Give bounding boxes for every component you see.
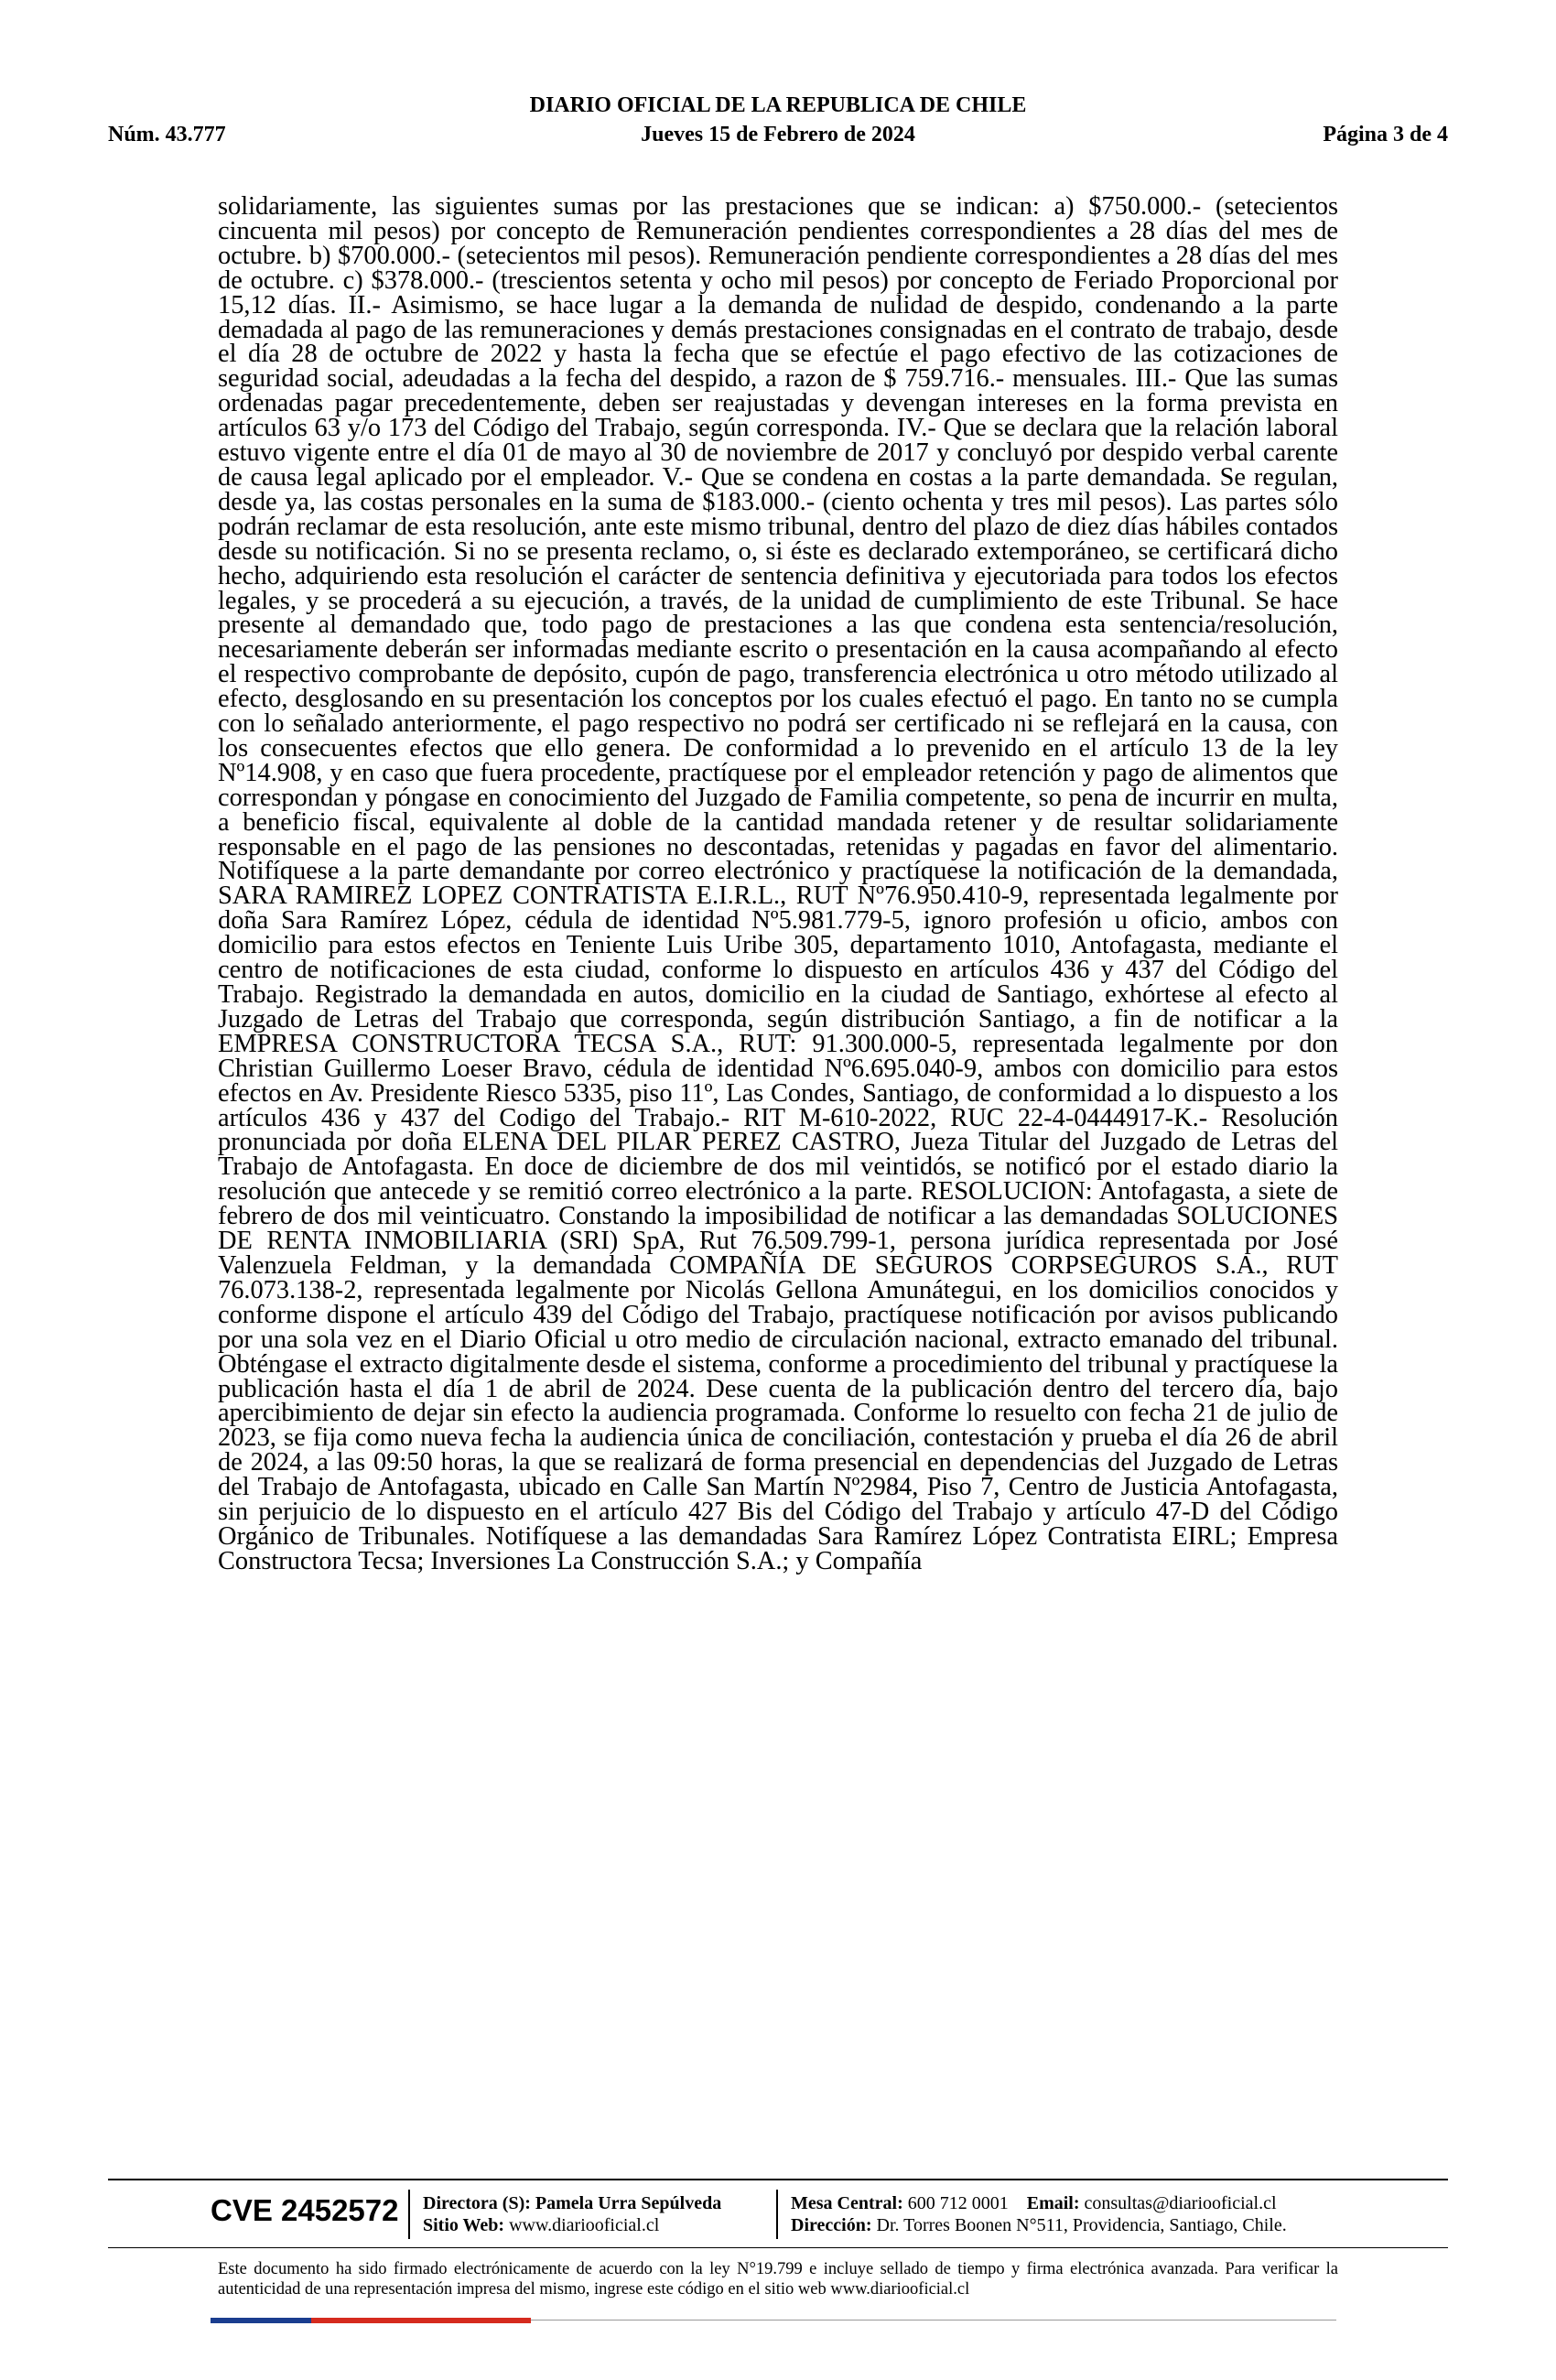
- footer-director-block: [423, 2192, 721, 2236]
- page-header: [108, 90, 1448, 154]
- footer-divider-thin: [108, 2247, 1448, 2248]
- email-label: Email:: [1026, 2193, 1080, 2213]
- signature-disclaimer: Este documento ha sido firmado electrónicamente de acuerdo con la ley N°19.799 e incluye sellado de tiempo y firma electrónica avanzada. Para verificar la autenticidad de una representación impresa del mismo, ingrese este código en el sitio web www.diariooficial.cl: [218, 2260, 1338, 2299]
- phone-label: Mesa Central:: [791, 2193, 903, 2213]
- director-label: Directora (S):: [423, 2193, 531, 2213]
- chile-flag-stripe: [211, 2318, 531, 2323]
- email-link[interactable]: consultas@diariooficial.cl: [1084, 2193, 1277, 2213]
- publication-date: Jueves 15 de Febrero de 2024: [641, 123, 915, 146]
- body-paragraph: solidariamente, las siguientes sumas por las prestaciones que se indican: a) $750.000.- (setecientos cincuenta mil pesos) por concepto de Remuneración pendientes correspondientes a 28 días del mes de octubre. b) $700.000.- (setecientos mil pesos). Remuneración pendiente correspondientes a 28 días del mes de octubre. c) $378.000.- (trescientos setenta y ocho mil pesos) por concepto de Feriado Proporcional por 15,12 días. II.- Asimismo, se hace lugar a la demanda de nulidad de despido, condenando a la parte demadada al pago de las remuneraciones y demás prestaciones consignadas en el contrato de trabajo, desde el día 28 de octubre de 2022 y hasta la fecha que se efectúe el pago efectivo de las cotizaciones de seguridad social, adeudadas a la fecha del despido, a razon de $ 759.716.- mensuales. III.- Que las sumas ordenadas pagar precedentemente, deben ser reajustadas y devengan intereses en la forma prevista en artículos 63 y/o 173 del Código del Trabajo, según corresponda. IV.- Que se declara que la relación laboral estuvo vigente entre el día 01 de mayo al 30 de noviembre de 2017 y concluyó por despido verbal carente de causa legal aplicado por el empleador. V.- Que se condena en costas a la parte demandada. Se regulan, desde ya, las costas personales en la suma de $183.000.- (ciento ochenta y tres mil pesos). Las partes sólo podrán reclamar de esta resolución, ante este mismo tribunal, dentro del plazo de diez días hábiles contados desde su notificación. Si no se presenta reclamo, o, si éste es declarado extemporáneo, se certificará dicho hecho, adquiriendo esta resolución el carácter de sentencia definitiva y ejecutoriada para todos los efectos legales, y se procederá a su ejecución, a través, de la unidad de cumplimiento de este Tribunal. Se hace presente al demandado que, todo pago de prestaciones a las que condena esta sentencia/resolución, necesariamente deberán ser informadas mediante escrito o presentación en la causa acompañando al efecto el respectivo comprobante de depósito, cupón de pago, transferencia electrónica u otro método utilizado al efecto, desglosando en su presentación los conceptos por los cuales efectuó el pago. En tanto no se cumpla con lo señalado anteriormente, el pago respectivo no podrá ser certificado ni se reflejará en la causa, con los consecuentes efectos que ello genera. De conformidad a lo prevenido en el artículo 13 de la ley Nº14.908, y en caso que fuera procedente, practíquese por el empleador retención y pago de alimentos que correspondan y póngase en conocimiento del Juzgado de Familia competente, so pena de incurrir en multa, a beneficio fiscal, equivalente al doble de la cantidad mandada retener y de resultar solidariamente responsable en el pago de las pensiones no descontadas, retenidas y pagadas en favor del alimentario. Notifíquese a la parte demandante por correo electrónico y practíquese la notificación de la demandada, SARA RAMIREZ LOPEZ CONTRATISTA E.I.R.L., RUT Nº76.950.410-9, representada legalmente por doña Sara Ramírez López, cédula de identidad Nº5.981.779-5, ignoro profesión u oficio, ambos con domicilio para estos efectos en Teniente Luis Uribe 305, departamento 1010, Antofagasta, mediante el centro de notificaciones de esta ciudad, conforme lo dispuesto en artículos 436 y 437 del Código del Trabajo. Registrado la demandada en autos, domicilio en la ciudad de Santiago, exhórtese al efecto al Juzgado de Letras del Trabajo que corresponda, según distribución Santiago, a fin de notificar a la EMPRESA CONSTRUCTORA TECSA S.A., RUT: 91.300.000-5, representada legalmente por don Christian Guillermo Loeser Bravo, cédula de identidad Nº6.695.040-9, ambos con domicilio para estos efectos en Av. Presidente Riesco 5335, piso 11º, Las Condes, Santiago, de conformidad a lo dispuesto a los artículos 436 y 437 del Codigo del Trabajo.- RIT M-610-2022, RUC 22-4-0444917-K.- Resolución pronunciada por doña ELENA DEL PILAR PEREZ CASTRO, Jueza Titular del Juzgado de Letras del Trabajo de Antofagasta. En doce de diciembre de dos mil veintidós, se notificó por el estado diario la resolución que antecede y se remitió correo electrónico a la parte. RESOLUCION: Antofagasta, a siete de febrero de dos mil veinticuatro. Constando la imposibilidad de notificar a las demandadas SOLUCIONES DE RENTA INMOBILIARIA (SRI) SpA, Rut 76.509.799-1, persona jurídica representada por José Valenzuela Feldman, y la demandada COMPAÑÍA DE SEGUROS CORPSEGUROS S.A., RUT 76.073.138-2, representada legalmente por Nicolás Gellona Amunátegui, en los domicilios conocidos y conforme dispone el artículo 439 del Código del Trabajo, practíquese notificación por avisos publicando por una sola vez en el Diario Oficial u otro medio de circulación nacional, extracto emanado del tribunal. Obténgase el extracto digitalmente desde el sistema, conforme a procedimiento del tribunal y practíquese la publicación hasta el día 1 de abril de 2024. Dese cuenta de la publicación dentro del tercero día, bajo apercibimiento de dejar sin efecto la audiencia programada. Conforme lo resuelto con fecha 21 de julio de 2023, se fija como nueva fecha la audiencia única de conciliación, contestación y prueba el día 26 de abril de 2024, a las 09:50 horas, la que se realizará de forma presencial en dependencias del Juzgado de Letras del Trabajo de Antofagasta, ubicado en Calle San Martín Nº2984, Piso 7, Centro de Justicia Antofagasta, sin perjuicio de lo dispuesto en el artículo 427 Bis del Código del Trabajo y artículo 47-D del Código Orgánico de Tribunales. Notifíquese a las demandadas Sara Ramírez López Contratista EIRL; Empresa Constructora Tecsa; Inversiones La Construcción S.A.; y Compañía: [218, 192, 1338, 1575]
- phone-value: 600 712 0001: [907, 2193, 1009, 2213]
- flag-blue-stripe: [211, 2318, 311, 2323]
- address-value: Dr. Torres Boonen N°511, Providencia, Santiago, Chile.: [876, 2215, 1287, 2235]
- address-label: Dirección:: [791, 2215, 872, 2235]
- cve-code: CVE 2452572: [211, 2193, 399, 2227]
- footer-divider: [108, 2179, 1448, 2180]
- footer-separator: [776, 2190, 778, 2239]
- flag-red-stripe: [311, 2318, 531, 2323]
- footer-contact-block: [791, 2192, 1287, 2236]
- website-label: Sitio Web:: [423, 2215, 505, 2235]
- footer-separator: [408, 2190, 410, 2239]
- page-indicator: Página 3 de 4: [1323, 123, 1448, 146]
- issue-number: Núm. 43.777: [108, 123, 226, 146]
- website-link[interactable]: www.diariooficial.cl: [509, 2215, 660, 2235]
- publication-title: DIARIO OFICIAL DE LA REPUBLICA DE CHILE: [529, 93, 1027, 117]
- document-body: [218, 192, 1338, 1575]
- director-name: Pamela Urra Sepúlveda: [535, 2193, 722, 2213]
